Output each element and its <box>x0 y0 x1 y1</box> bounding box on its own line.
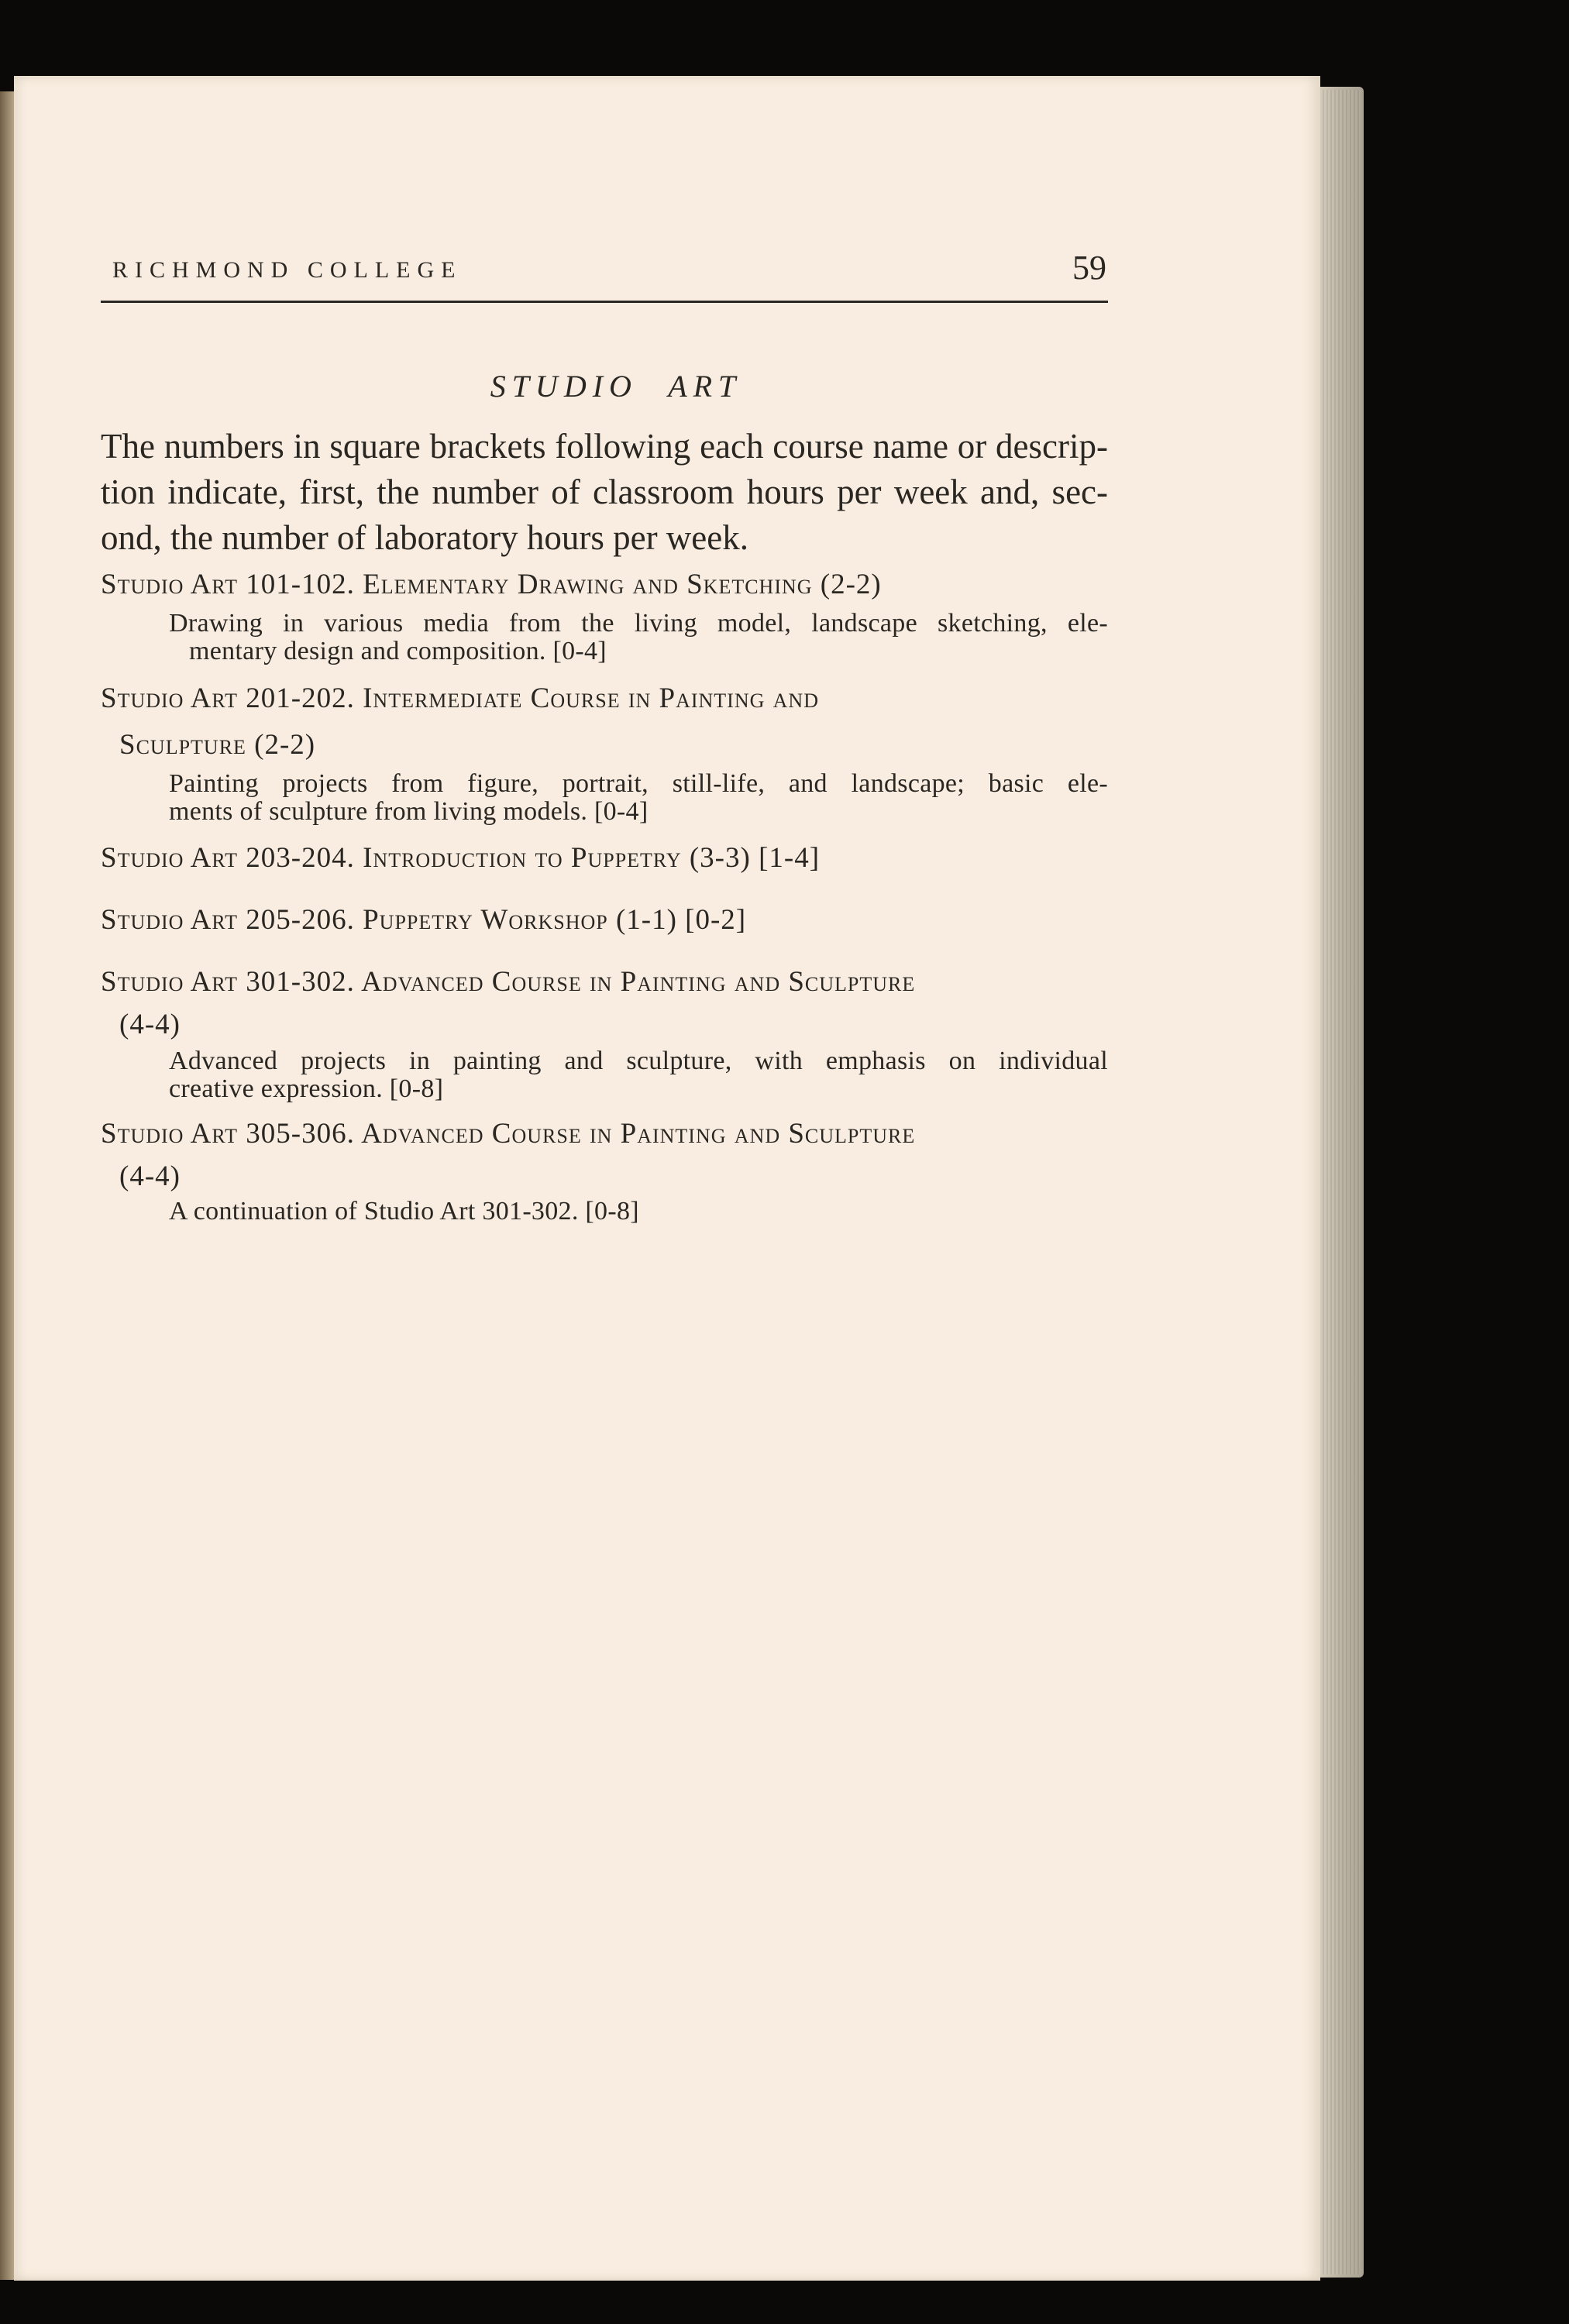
course-heading-text: Studio Art 203-204. Introduction to Puppetry (3-3) [1-4] <box>101 842 821 874</box>
course-entry-studio-art-101-102 <box>101 562 1108 665</box>
course-heading <box>101 835 1108 882</box>
course-description-line-2: ments of sculpture from living models. [0-4] <box>169 797 649 826</box>
course-heading <box>101 676 1108 722</box>
intro-paragraph <box>101 424 1108 561</box>
course-description <box>101 1047 1108 1103</box>
course-description-line-1: Advanced projects in painting and sculpture, with emphasis on individual <box>169 1047 1108 1075</box>
course-heading <box>101 562 1108 608</box>
course-heading-continued <box>101 1006 1108 1044</box>
course-heading-text: Studio Art 301-302. Advanced Course in Painting and Sculpture <box>101 966 916 998</box>
course-heading-text: Studio Art 305-306. Advanced Course in Painting and Sculpture <box>101 1118 916 1150</box>
course-entry-studio-art-201-202 <box>101 676 1108 826</box>
course-heading <box>101 1111 1108 1157</box>
page-number: 59 <box>1072 249 1106 287</box>
course-heading-text: Studio Art 101-102. Elementary Drawing and Sketching (2-2) <box>101 569 882 600</box>
course-entry-studio-art-305-306 <box>101 1111 1108 1226</box>
course-entry-studio-art-203-204 <box>101 835 1108 882</box>
running-head: RICHMOND COLLEGE <box>112 257 463 283</box>
course-description-line-1: Drawing in various media from the living model, landscape sketching, ele- <box>169 609 1108 638</box>
intro-line-3: ond, the number of laboratory hours per week. <box>101 518 748 557</box>
course-heading <box>101 959 1108 1006</box>
course-description <box>101 1198 1108 1226</box>
header-rule <box>101 301 1108 303</box>
course-description-line-2: creative expression. [0-8] <box>169 1074 444 1103</box>
course-heading-text: Studio Art 201-202. Intermediate Course in Painting and <box>101 682 819 714</box>
course-heading-continued-text: Sculpture (2-2) <box>119 729 316 761</box>
course-description-line-1: Painting projects from figure, portrait, still-life, and landscape; basic ele- <box>169 769 1108 798</box>
course-description-line-2: mentary design and composition. [0-4] <box>189 637 607 665</box>
course-heading-continued-text: (4-4) <box>119 1009 181 1040</box>
course-entry-studio-art-205-206 <box>101 897 1108 944</box>
course-heading <box>101 897 1108 944</box>
intro-line-1: The numbers in square brackets following each course name or descrip- <box>101 427 1108 466</box>
course-description <box>101 610 1108 665</box>
course-heading-continued-text: (4-4) <box>119 1160 181 1192</box>
course-heading-continued <box>101 722 1108 768</box>
course-description-line-1: A continuation of Studio Art 301-302. [0-8] <box>169 1197 639 1226</box>
course-heading-text: Studio Art 205-206. Puppetry Workshop (1-1) [0-2] <box>101 904 747 936</box>
course-entry-studio-art-301-302 <box>101 959 1108 1103</box>
course-heading-continued <box>101 1157 1108 1196</box>
section-title: STUDIO ART <box>490 369 742 404</box>
intro-line-2: tion indicate, first, the number of classroom hours per week and, sec- <box>101 473 1108 511</box>
course-description <box>101 770 1108 826</box>
